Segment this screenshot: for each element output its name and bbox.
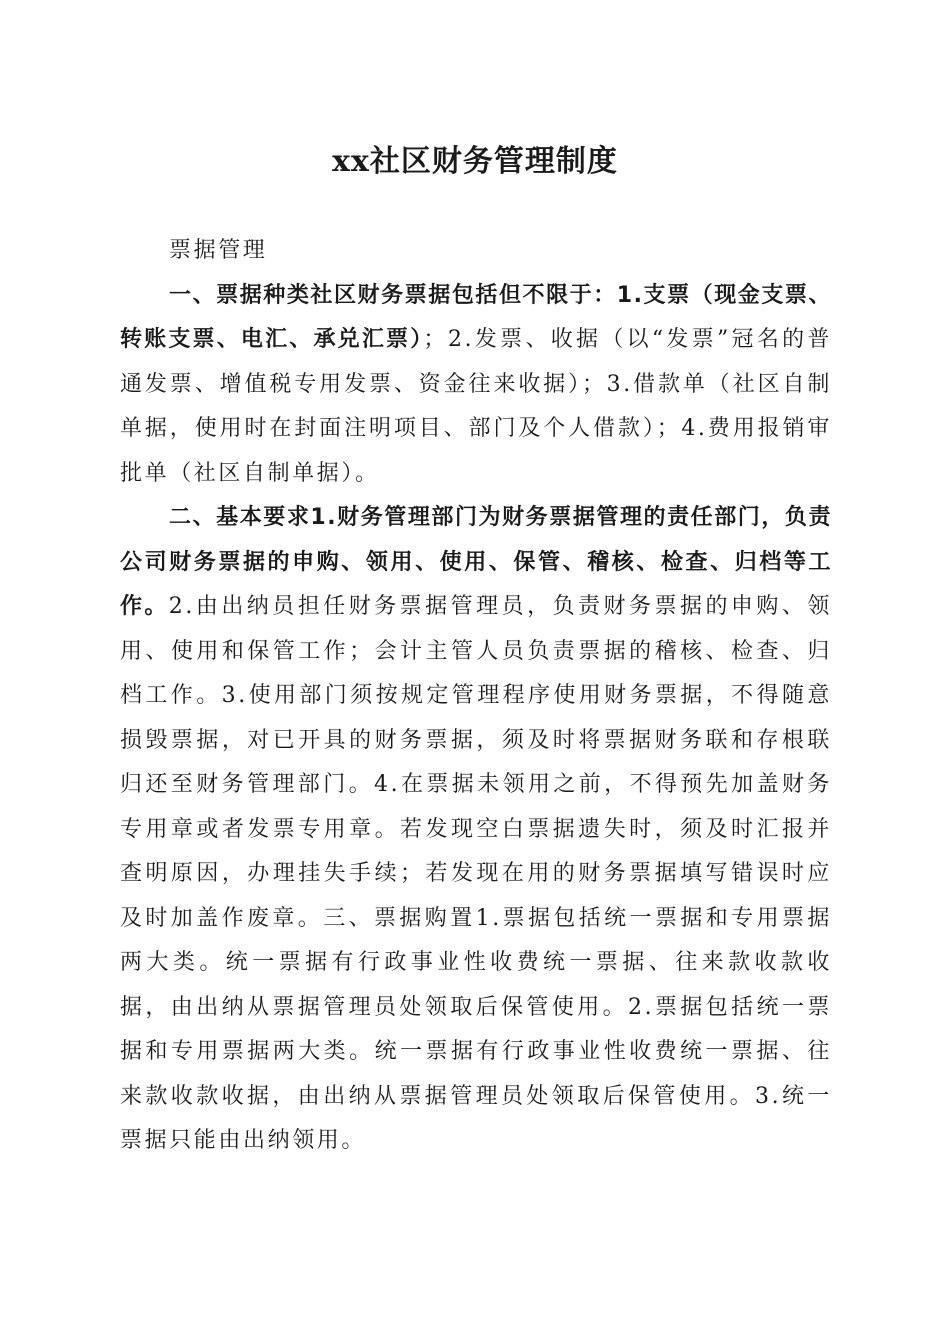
paragraph-bill-types-lead: 一、票据种类社区财务票据包括但不限于：1.支票（现金支票、转账支票、电汇、承兑汇票） [120, 282, 832, 352]
paragraph-basic-requirements-lead: 二、基本要求1.财务管理部门为财务票据管理的责任部门，负责公司财务票据的申购、领用、使用、保管、稽核、检查、归档等工作。 [120, 505, 832, 619]
paragraph-bill-types-rest: ；2.发票、收据（以“发票”冠名的普通发票、增值税专用发票、资金往来收据）；3.借款单（社区自制单据，使用时在封面注明项目、部门及个人借款）；4.费用报销审批单（社区自制单据）。 [120, 327, 832, 486]
document-title: xx社区财务管理制度 [332, 144, 618, 179]
paragraph-basic-requirements-rest: 2.由出纳员担任财务票据管理员，负责财务票据的申购、领用、使用和保管工作；会计主管人员负责票据的稽核、检查、归档工作。3.使用部门须按规定管理程序使用财务票据，不得随意损毁票据，对已开具的财务票据，须及时将票据财务联和存根联归还至财务管理部门。4.在票据未领用之前，不得预先加盖财务专用章或者发票专用章。若发现空白票据遗失时，须及时汇报并查明原因，办理挂失手续；若发现在用的财务票据填写错误时应及时加盖作废章。三、票据购置1.票据包括统一票据和专用票据两大类。统一票据有行政事业性收费统一票据、往来款收款收据，由出纳从票据管理员处领取后保管使用。2.票据包括统一票据和专用票据两大类。统一票据有行政事业性收费统一票据、往来款收款收据，由出纳从票据管理员处领取后保管使用。3.统一票据只能由出纳领用。 [120, 594, 832, 1153]
paragraph-bill-types [120, 274, 832, 497]
section-heading: 票据管理 [169, 238, 268, 263]
paragraph-basic-requirements [120, 496, 832, 1164]
document-body [120, 229, 832, 1164]
